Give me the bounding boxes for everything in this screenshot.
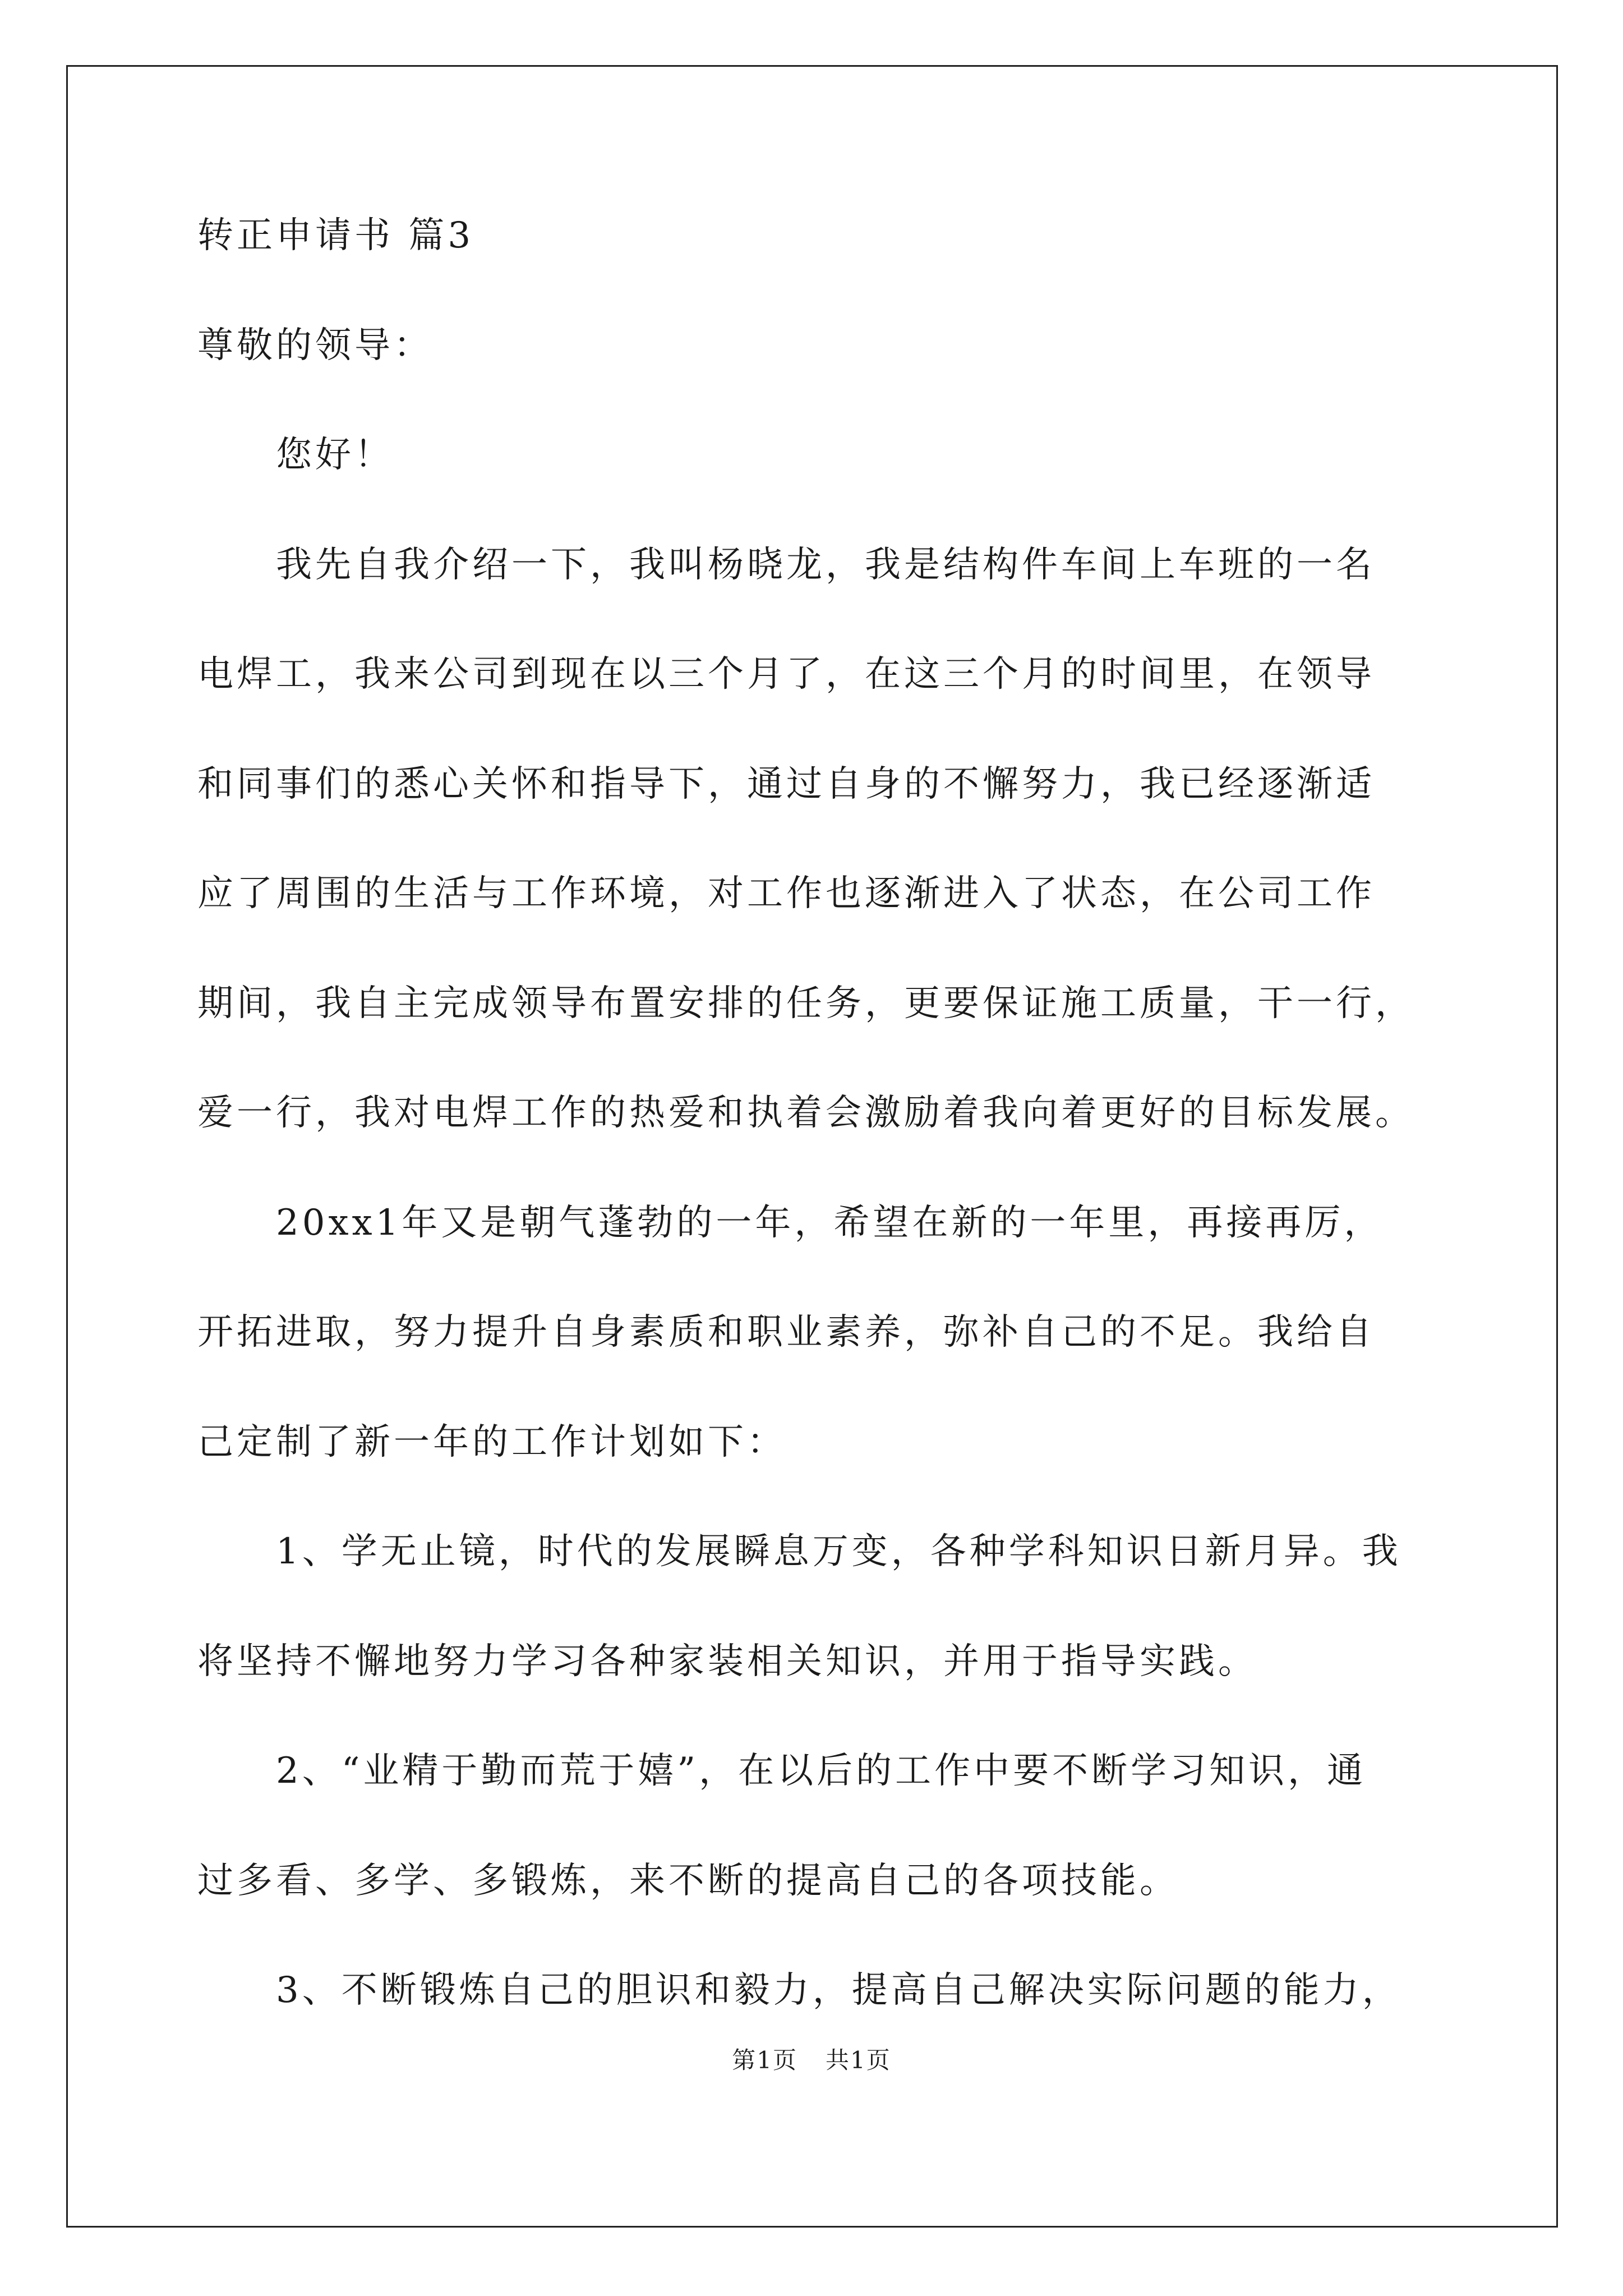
- paragraph-line: 应了周围的生活与工作环境，对工作也逐渐进入了状态，在公司工作: [197, 873, 1375, 914]
- paragraph-line: 己定制了新一年的工作计划如下：: [197, 1421, 786, 1463]
- paragraph-line: 我先自我介绍一下，我叫杨晓龙，我是结构件车间上车班的一名: [276, 544, 1375, 586]
- paragraph-line: 和同事们的悉心关怀和指导下，通过自身的不懈努力，我已经逐渐适: [197, 763, 1375, 805]
- page-footer: [0, 2042, 1623, 2076]
- salutation: 尊敬的领导：: [197, 324, 433, 366]
- list-item-line: 将坚持不懈地努力学习各种家装相关知识，并用于指导实践。: [197, 1640, 1257, 1682]
- list-item-line: 3、不断锻炼自己的胆识和毅力，提高自己解决实际问题的能力，: [276, 1970, 1401, 2011]
- list-item-line: 过多看、多学、多锻炼，来不断的提高自己的各项技能。: [197, 1860, 1179, 1902]
- page-number-current: 第1页: [732, 2046, 797, 2074]
- paragraph-line: 开拓进取，努力提升自身素质和职业素养，弥补自己的不足。我给自: [197, 1312, 1375, 1353]
- page-number-total: 共1页: [826, 2046, 891, 2074]
- paragraph-line: 爱一行，我对电焊工作的热爱和执着会激励着我向着更好的目标发展。: [197, 1092, 1414, 1134]
- greeting: 您好！: [276, 434, 394, 476]
- list-item-line: 2、“业精于勤而荒于嬉”，在以后的工作中要不断学习知识，通: [276, 1750, 1367, 1792]
- paragraph-line: 电焊工，我来公司到现在以三个月了，在这三个月的时间里，在领导: [197, 654, 1375, 695]
- paragraph-line: 期间，我自主完成领导布置安排的任务，更要保证施工质量，干一行，: [197, 982, 1414, 1024]
- list-item-line: 1、学无止镜，时代的发展瞬息万变，各种学科知识日新月异。我: [276, 1531, 1401, 1572]
- document-body: [197, 213, 1431, 2078]
- document-title: 转正申请书 篇3: [197, 215, 474, 256]
- paragraph-line: 20xx1年又是朝气蓬勃的一年，希望在新的一年里，再接再厉，: [276, 1202, 1384, 1244]
